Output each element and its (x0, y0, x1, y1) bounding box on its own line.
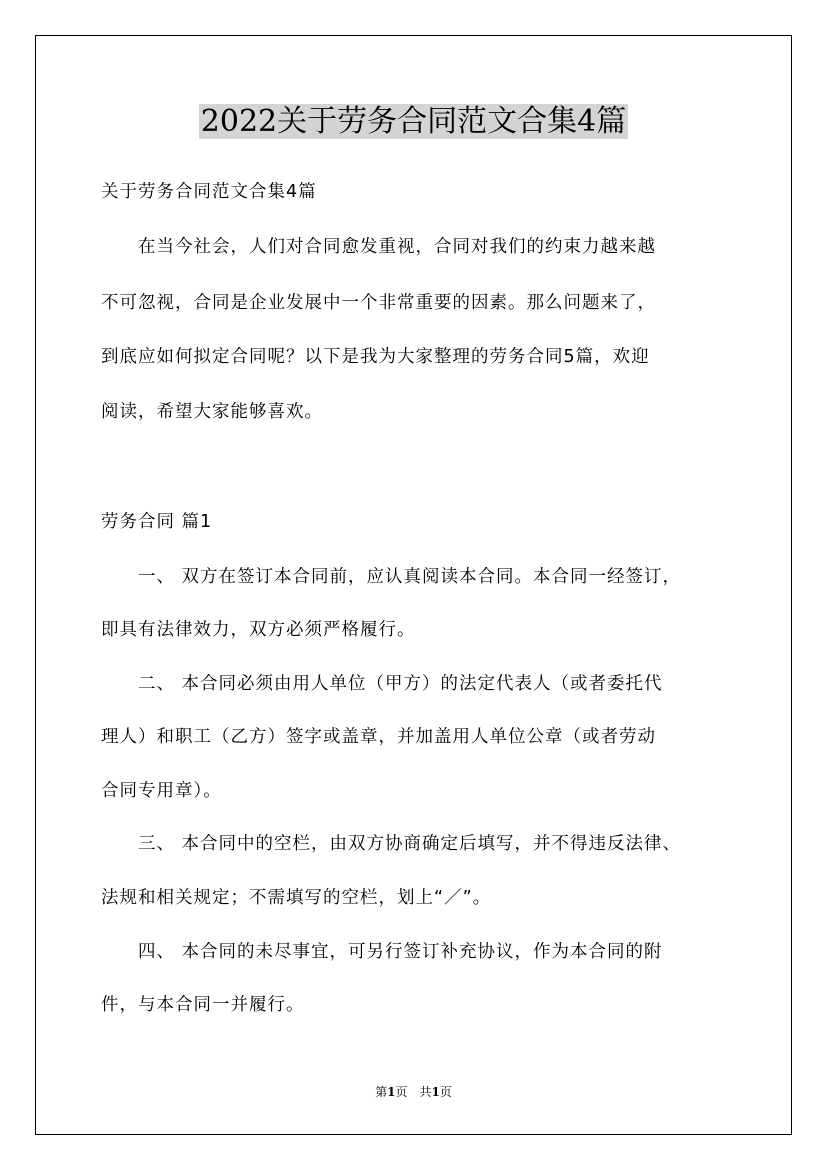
clause-line: 即具有法律效力，双方必须严格履行。 (101, 620, 416, 640)
document-title: 2022关于劳务合同范文合集4篇 (200, 104, 627, 139)
intro-line: 在当今社会，人们对合同愈发重视，合同对我们的约束力越来越 (101, 237, 656, 257)
clause-line: 一、 双方在签订本合同前，应认真阅读本合同。本合同一经签订， (101, 567, 682, 587)
clause-line: 二、 本合同必须由用人单位（甲方）的法定代表人（或者委托代 (101, 674, 663, 694)
clause-line: 三、 本合同中的空栏，由双方协商确定后填写，并不得违反法律、 (101, 834, 682, 854)
intro-line: 到底应如何拟定合同呢？以下是我为大家整理的劳务合同5篇，欢迎 (101, 347, 650, 367)
page-number: 1 (387, 1085, 396, 1099)
clause-line: 法规和相关规定；不需填写的空栏，划上“／”。 (101, 888, 492, 908)
page-total: 1 (431, 1085, 440, 1099)
clause-line: 件，与本合同一并履行。 (101, 995, 305, 1015)
clause-line: 理人）和职工（乙方）签字或盖章，并加盖用人单位公章（或者劳动 (101, 727, 656, 747)
intro-line: 不可忽视，合同是企业发展中一个非常重要的因素。那么问题来了， (101, 293, 656, 313)
clause-line: 合同专用章）。 (101, 781, 222, 801)
clause-line: 四、 本合同的未尽事宜，可另行签订补充协议，作为本合同的附 (101, 942, 663, 962)
section-heading: 劳务合同 篇1 (101, 512, 213, 532)
subtitle: 关于劳务合同范文合集4篇 (101, 182, 317, 202)
intro-line: 阅读，希望大家能够喜欢。 (101, 402, 323, 422)
page-footer: 第1页 共1页 (375, 1085, 452, 1099)
